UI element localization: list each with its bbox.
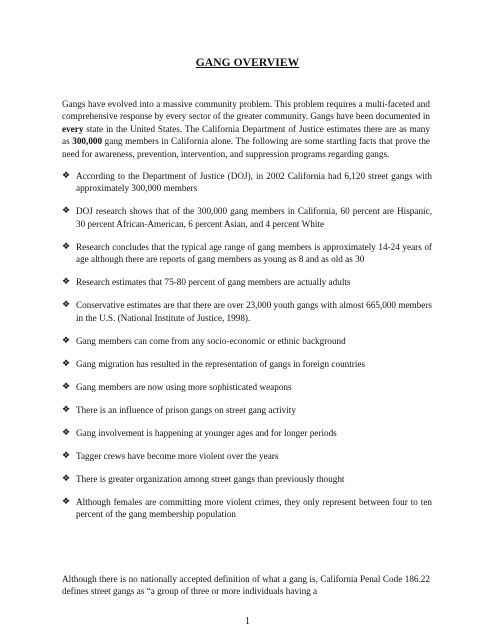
- diamond-bullet-icon: ❖: [62, 171, 71, 181]
- diamond-bullet-icon: ❖: [62, 335, 71, 346]
- fact-item: [62, 496, 432, 521]
- fact-item: [62, 381, 432, 393]
- page-title: GANG OVERVIEW: [195, 57, 300, 69]
- diamond-bullet-icon: ❖: [62, 206, 71, 217]
- fact-text: Conservative estimates are that there are over 23,000 youth gangs with almost 665,000 members in the U.S. (National Institute of Justice, 1998).: [76, 300, 432, 323]
- diamond-bullet-icon: ❖: [62, 241, 71, 252]
- fact-text: Gang migration has resulted in the representation of gangs in foreign countries: [76, 358, 366, 369]
- fact-item: [62, 205, 432, 230]
- fact-text: There is an influence of prison gangs on street gang activity: [76, 404, 296, 415]
- diamond-bullet-icon: ❖: [62, 300, 71, 311]
- fact-item: [62, 335, 432, 347]
- fact-item: [62, 241, 432, 266]
- fact-item: [62, 299, 432, 324]
- fact-item: [62, 473, 432, 485]
- intro-text-part-2: state in the United States. The California Department of Justice estimates there are as many as: [62, 123, 430, 147]
- fact-text: According to the Department of Justice (DOJ), in 2002 California had 6,120 street gangs with approximately 300,000 members: [76, 171, 432, 194]
- fact-list: [62, 170, 432, 531]
- fact-text: There is greater organization among street gangs than previously thought: [76, 473, 345, 484]
- page-number: 1: [245, 616, 250, 627]
- intro-text-part-3: gang members in California alone. The following are some startling facts that prove the need for awareness, prevention, intervention, and suppression programs regarding gangs.: [62, 136, 431, 159]
- fact-text: Gang members are now using more sophisticated weapons: [76, 381, 292, 392]
- intro-text-part-1: Gangs have evolved into a massive community problem. This problem requires a multi-faceted and comprehensive response by every sector of the greater community. Gangs have been documented in: [62, 99, 430, 122]
- fact-item: [62, 427, 432, 439]
- diamond-bullet-icon: ❖: [62, 496, 71, 507]
- fact-item: [62, 358, 432, 370]
- diamond-bullet-icon: ❖: [62, 358, 71, 369]
- fact-text: DOJ research shows that of the 300,000 gang members in California, 60 percent are Hispanic, 30 percent African-American, 6 percent Asian, and 4 percent White: [76, 206, 432, 229]
- fact-text: Research estimates that 75-80 percent of gang members are actually adults: [76, 277, 351, 288]
- diamond-bullet-icon: ❖: [62, 450, 71, 461]
- intro-bold-every: every: [62, 123, 84, 134]
- fact-text: Research concludes that the typical age range of gang members is approximately 14-24 years of age although there are reports of gang members as young as 8 and as old as 30: [76, 241, 432, 265]
- fact-item: [62, 276, 432, 288]
- diamond-bullet-icon: ❖: [62, 277, 71, 288]
- fact-item: [62, 170, 432, 195]
- diamond-bullet-icon: ❖: [62, 427, 71, 438]
- diamond-bullet-icon: ❖: [62, 381, 71, 392]
- fact-text: Although females are committing more violent crimes, they only represent between four to ten percent of the gang membership population: [76, 496, 432, 520]
- closing-paragraph: Although there is no nationally accepted definition of what a gang is, California Penal Code 186.22 defines street gangs as “a group of three or more individuals having a: [62, 574, 430, 597]
- fact-text: Gang members can come from any socio-economic or ethnic background: [76, 335, 346, 346]
- fact-text: Tagger crews have become more violent over the years: [76, 450, 279, 461]
- diamond-bullet-icon: ❖: [62, 404, 71, 415]
- fact-item: [62, 404, 432, 416]
- intro-paragraph: [62, 98, 430, 160]
- fact-text: Gang involvement is happening at younger ages and for longer periods: [76, 427, 337, 438]
- diamond-bullet-icon: ❖: [62, 473, 71, 484]
- fact-item: [62, 450, 432, 462]
- intro-bold-number: 300,000: [72, 136, 103, 147]
